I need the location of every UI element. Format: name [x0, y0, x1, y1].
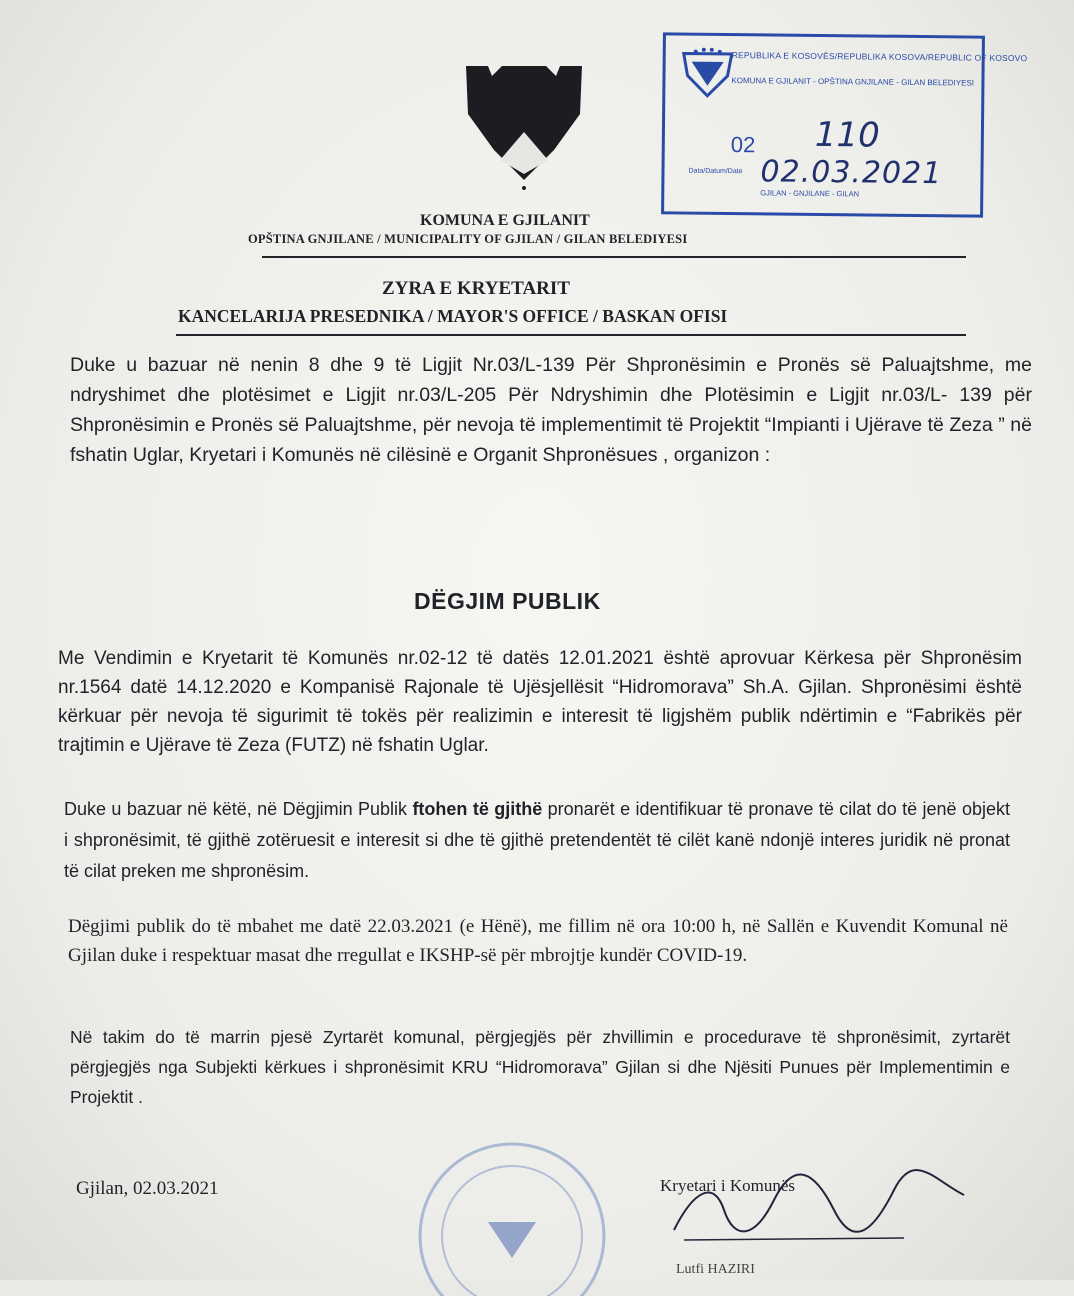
invitation-text-start: Duke u bazuar në këtë, në Dëgjimin Publik — [64, 799, 413, 819]
intro-paragraph: Duke u bazuar në nenin 8 dhe 9 të Ligjit Nr.03/L-139 Për Shpronësimin e Pronës së Paluajtshme, me ndryshimet dhe plotësimet e Ligjit nr.03/L-205 Për Ndryshimin dhe Plotësimin e Ligjit nr.03/L- 139 për Shpronësimin e Pronës së Paluajtshme, për nevoja të implementimit të Projektit “Impianti i Ujërave të Zeza ” në fshatin Uglar, Kryetari i Komunës në cilësinë e Organit Shpronësues , organizon : — [70, 354, 1032, 466]
signatory-name: Lutfi HAZIRI — [676, 1262, 755, 1277]
header-divider-top — [262, 256, 966, 258]
hearing-date-paragraph: Dëgjimi publik do të mbahet me datë 22.03.2021 (e Hënë), me fillim në ora 10:00 h, në Sallën e Kuvendit Komunal në Gjilan duke i respektuar masat dhe rregullat e IKSHP-së për mbrojtje kundër COVID-19. — [68, 916, 1008, 966]
invitation-emphasis: ftohen të gjithë — [412, 799, 543, 819]
stamp-line-1: REPUBLIKA E KOSOVËS/REPUBLIKA KOSOVA/REPUBLIC OF KOSOVO — [731, 50, 1028, 64]
office-name-translations: KANCELARIJA PRESEDNIKA / MAYOR'S OFFICE / BASKAN OFISI — [178, 306, 728, 326]
kosovo-emblem-icon — [677, 45, 738, 102]
invitation-text-end: pronarët e identifikuar të pronave të cilat do të jenë objekt i shpronësimit, të gjithë zotëruesit e interesit si dhe të gjithë pretendentët të cilët kanë ndonjë interes juridik në pronat të cilat preken me shpronësim. — [64, 799, 1010, 881]
stamp-date: 02.03.2021 — [760, 154, 943, 192]
document-title: DËGJIM PUBLIK — [414, 588, 601, 614]
decision-paragraph: Me Vendimin e Kryetarit të Komunës nr.02-12 të datës 12.01.2021 është aprovuar Kërkesa për Shpronësim nr.1564 datë 14.12.2020 e Kompanisë Rajonale të Ujësjellësit “Hidromorava” Sh.A. Gjilan. Shpronësimi është kërkuar për nevoja të sigurimit të tokës për realizimin e interesit të ligjshëm publik ndërtimin e “Fabrikës për trajtimin e Ujërave të Zeza (FUTZ) në fshatin Uglar. — [58, 648, 1022, 756]
signatory-title: Kryetari i Komunës — [660, 1176, 796, 1195]
municipality-name-translations: OPŠTINA GNJILANE / MUNICIPALITY OF GJILAN / GILAN BELEDIYESI — [248, 232, 688, 246]
stamp-line-2: KOMUNA E GJILANIT - OPŠTINA GNJILANE - GILAN BELEDIYESI — [731, 76, 975, 88]
municipality-crest-icon — [462, 62, 586, 192]
registry-stamp — [661, 32, 1028, 217]
office-name: ZYRA E KRYETARIT — [382, 278, 570, 299]
stamp-date-label: Data/Datum/Date — [688, 167, 743, 176]
round-stamp-icon — [402, 1126, 622, 1296]
participants-paragraph: Në takim do të marrin pjesë Zyrtarët komunal, përgjegjës për zhvillimin e procedurave të shpronësimit, zyrtarët përgjegjës nga Subjekti kërkues i shpronësimit KRU “Hidromorava” Gjilan si dhe Njësiti Punues për Implementimin e Projektit . — [70, 1027, 1010, 1107]
place-and-date: Gjilan, 02.03.2021 — [76, 1178, 219, 1199]
stamp-city: GJILAN - GNJILANE - GILAN — [760, 188, 860, 199]
signature-icon — [664, 1160, 974, 1250]
stamp-prefix: 02 — [730, 132, 756, 158]
invitation-paragraph — [64, 794, 1010, 887]
stamp-number: 110 — [814, 114, 881, 156]
municipality-name: KOMUNA E GJILANIT — [420, 212, 590, 229]
header-divider-bottom — [176, 334, 966, 336]
